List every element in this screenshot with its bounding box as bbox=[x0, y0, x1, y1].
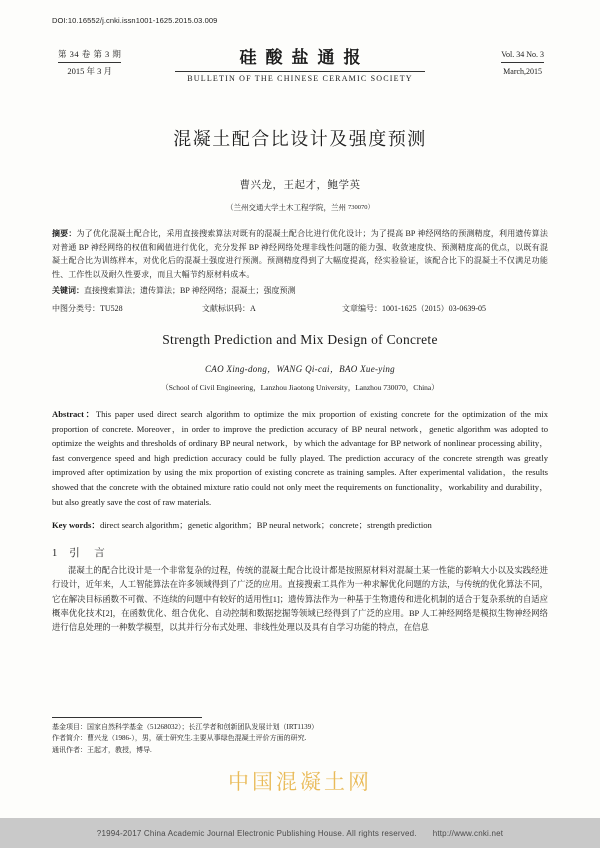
abstract-en-body: This paper used direct search algorithm to optimize the mix proportion of existing concrete for the optimization of the mix proportion of concrete. Moreover，in order to improve the prediction accuracy of BP neural network，genetic algorithm was adopted to optimize the weights and thresholds of ordinary BP neural network，by which the advantage for BP network of nonlinear processing ability，fast convergence speed and high prediction accuracy could be fully played. The prediction accuracy of the concrete strength was greatly improved after optimization by using the mix proportion of existing concrete as training samples. After experimental validation，the results showed that the concrete with the obtained mixture ratio could not only meet the requirements on functionality，workability and durability，but also greatly save the cost of raw materials. bbox=[52, 408, 549, 507]
masthead-divider bbox=[175, 71, 425, 72]
keywords-cn-body: 直接搜索算法；遗传算法；BP 神经网络；混凝土；强度预测 bbox=[84, 286, 296, 296]
keywords-cn bbox=[52, 284, 548, 298]
section-title: 引 言 bbox=[69, 547, 107, 559]
footer-bar bbox=[0, 818, 600, 848]
affiliation-cn bbox=[52, 202, 548, 213]
doc-code bbox=[202, 303, 256, 314]
keywords-en-body: direct search algorithm；genetic algorithm；BP neural network；concrete；strength prediction bbox=[99, 520, 432, 531]
footnote-author-bio: 作者简介：曹兴龙（1986-），男，硕士研究生.主要从事绿色混凝土评价方面的研究. bbox=[52, 734, 307, 742]
classification-row bbox=[52, 303, 548, 316]
section-number: 1 bbox=[52, 547, 60, 559]
authors-en: CAO Xing-dong，WANG Qi-cai，BAO Xue-ying bbox=[205, 363, 395, 374]
footnote-corresponding-author: 通讯作者：王起才，教授，博导. bbox=[52, 745, 152, 754]
abstract-cn-body: 为了优化混凝土配合比，采用直接搜索算法对既有的混凝土配合比进行优化设计；为了提高 BP 神经网络的预测精度，利用遗传算法对普通 BP 神经网络的权值和阈值进行优化，充分发挥 BP 神经网络处理非线性问题的能力强、收敛速度快、预测精度高的优点，以既有混凝土配合比为训练样本，对优化后的混凝土强度进行预测。预测精度得到了大幅度提高，经实验验证，该配合比下的混凝土不仅满足功能性、工作性以及耐久性要求，而且大幅节约原材料成本。 bbox=[52, 229, 548, 279]
doc-value: A bbox=[250, 303, 256, 313]
footnote-funding: 基金项目：国家自然科学基金（51268032）；长江学者和创新团队发展计划（IRT1139） bbox=[52, 722, 319, 731]
volume-info-en bbox=[501, 47, 544, 79]
volume-en-line1: Vol. 34 No. 3 bbox=[501, 50, 544, 59]
journal-title-cn: 硅酸盐通报 bbox=[239, 48, 370, 67]
volume-cn-line2: 2015 年 3 月 bbox=[58, 62, 121, 79]
article-number bbox=[342, 303, 486, 314]
page-title-en: Strength Prediction and Mix Design of Concrete bbox=[162, 331, 438, 347]
authors-cn: 曹兴龙，王起才，鲍学英 bbox=[239, 180, 361, 191]
abstract-en-paragraph bbox=[52, 407, 548, 509]
volume-cn-line1: 第 34 卷 第 3 期 bbox=[58, 49, 122, 59]
journal-masthead bbox=[52, 43, 548, 99]
journal-title-en: BULLETIN OF THE CHINESE CERAMIC SOCIETY bbox=[187, 74, 413, 83]
watermark: 中国混凝土网 bbox=[228, 770, 372, 794]
volume-en-line2: March,2015 bbox=[501, 62, 544, 79]
affiliation-en: （School of Civil Engineering，Lanzhou Jiaotong University，Lanzhou 730070，China） bbox=[161, 382, 439, 392]
keywords-en bbox=[52, 518, 548, 533]
footer-copyright: ?1994-2017 China Academic Journal Electronic Publishing House. All rights reserved. bbox=[96, 828, 417, 838]
abstract-en-label: Abstract： bbox=[52, 408, 96, 419]
artno-value: 1001-1625（2015）03-0639-05 bbox=[382, 303, 486, 313]
footnotes bbox=[52, 717, 548, 757]
affiliation-cn-zip: 730070） bbox=[348, 204, 374, 211]
abstract-en bbox=[52, 407, 548, 509]
cls-label: 中图分类号： bbox=[52, 303, 100, 313]
page-title: 混凝土配合比设计及强度预测 bbox=[173, 129, 427, 149]
artno-label: 文章编号： bbox=[342, 303, 382, 313]
section-paragraph: 混凝土的配合比设计是一个非常复杂的过程，传统的混凝土配合比设计都是按照原材料对混凝土某一性能的影响大小以及实践经进行设计，近年来，人工智能算法在许多领域得到了广泛的应用。直接搜索工具作为一种求解优化问题的方法，与传统的优化算法不同，它在解决目标函数不可微、不连续的问题中有较好的适用性[1]；遗传算法作为一种基于生物遗传和进化机制的适合于复杂系统的自适应概率优化技术[2]，在函数优化、组合优化、自动控制和数据挖掘等领域已经得到了广泛的应用。BP 人工神经网络是模拟生物神经网络进行信息处理的一种数学模型，以其并行分布式处理、非线性处理以及具有自学习功能的特点，在信息 bbox=[52, 565, 548, 633]
cls-number bbox=[52, 303, 123, 314]
affiliation-cn-text: （兰州交通大学土木工程学院，兰州 bbox=[226, 203, 346, 212]
doc-label: 文献标识码： bbox=[202, 303, 250, 313]
keywords-en-label: Key words： bbox=[52, 520, 100, 531]
abstract-cn bbox=[52, 227, 548, 281]
abstract-cn-paragraph bbox=[52, 227, 548, 281]
section-heading bbox=[52, 545, 548, 560]
abstract-cn-label: 摘要： bbox=[52, 229, 77, 238]
doi-line: DOI:10.16552/j.cnki.issn1001-1625.2015.03.009 bbox=[52, 16, 218, 25]
footer-url[interactable]: http://www.cnki.net bbox=[432, 828, 504, 838]
keywords-cn-label: 关键词： bbox=[52, 286, 84, 296]
journal-title-block bbox=[52, 43, 548, 83]
footnote-divider bbox=[52, 717, 202, 718]
cls-value: TU528 bbox=[100, 303, 123, 313]
